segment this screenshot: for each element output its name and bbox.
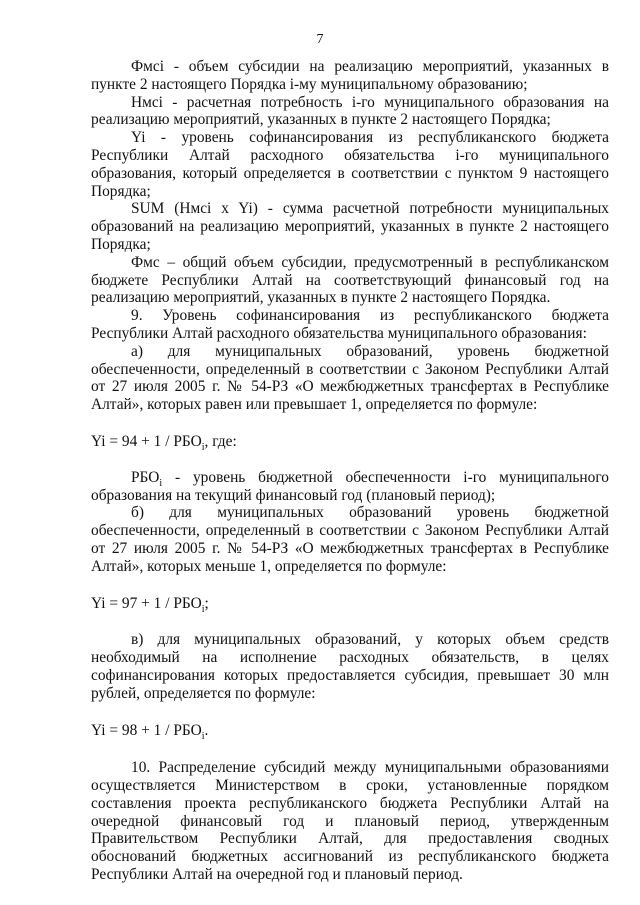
paragraph-9v-first-line	[91, 631, 609, 649]
rbo-term: РБО	[131, 468, 160, 486]
formula-3-subscript: i	[201, 730, 205, 742]
rbo-subscript: i	[159, 477, 163, 489]
formula-3-tail: .	[204, 721, 209, 739]
paragraph-nmsi: Нмсi - расчетная потребность i-го муниципального образования на реализацию мероприятий, указанных в пункте 2 настоящего Порядка;	[91, 93, 609, 129]
paragraph-9b: б) для муниципальных образований уровень бюджетной обеспеченности, определенный в соответствии с Законом Республики Алтай от 27 июля 2005 г. № 54-РЗ «О межбюджетных трансфертах в Республике Алтай», которых меньше 1, определяется по формуле:	[91, 504, 609, 575]
p9v-word: в)	[131, 631, 144, 649]
document-body	[91, 58, 609, 884]
formula-2-tail: ;	[204, 594, 209, 612]
p9v-word: средств	[559, 631, 609, 649]
paragraph-9v-rest: необходимый на исполнение расходных обязательств, в целях софинансирования которых предоставляется субсидия, превышает 30 млн рублей, определяется по формуле:	[91, 649, 609, 702]
p9v-word: у	[415, 631, 423, 649]
formula-1-main: Yi = 94 + 1 / РБО	[91, 432, 202, 450]
p9v-word: образований,	[314, 631, 402, 649]
p9v-word: которых	[437, 631, 492, 649]
paragraph-rbo-definition	[91, 469, 609, 505]
paragraph-9: 9. Уровень софинансирования из республиканского бюджета Республики Алтай расходного обязательства муниципального образования:	[91, 307, 609, 342]
rbo-definition-text: - уровень бюджетной обеспеченности i-го муниципального образования на текущий финансовый год (плановый период);	[91, 468, 609, 504]
p9v-word: объем	[505, 631, 546, 649]
paragraph-sum: SUM (Нмсi x Yi) - сумма расчетной потребности муниципальных образований на реализацию мероприятий, указанных в пункте 2 настоящего Порядка;	[91, 200, 609, 253]
formula-1-tail: , где:	[204, 432, 237, 450]
formula-2-subscript: i	[201, 603, 205, 615]
p9v-word: муниципальных	[194, 631, 301, 649]
formula-2	[91, 595, 609, 613]
formula-1	[91, 432, 609, 454]
paragraph-yi: Yi - уровень софинансирования из республиканского бюджета Республики Алтай расходного обязательства i-го муниципального образования, который определяется в соответствии с пунктом 9 настоящего Порядка;	[91, 129, 609, 200]
paragraph-fmsi: Фмсi - объем субсидии на реализацию мероприятий, указанных в пункте 2 настоящего Порядка i-му муниципальному образованию;	[91, 58, 609, 93]
formula-3-main: Yi = 98 + 1 / РБО	[91, 721, 202, 739]
formula-1-subscript: i	[201, 442, 205, 454]
formula-3	[91, 722, 609, 740]
paragraph-10: 10. Распределение субсидий между муниципальными образованиями осуществляется Министерством в сроки, установленные порядком составления проекта республиканского бюджета Республики Алтай на очередной финансовый год и плановый период, утвержденным Правительством Республики Алтай, для предоставления сводных обоснований бюджетных ассигнований из республиканского бюджета Республики Алтай на очередной год и плановый период.	[91, 759, 609, 884]
page-number: 7	[316, 32, 324, 47]
paragraph-9a: а) для муниципальных образований, уровень бюджетной обеспеченности, определенный в соответствии с Законом Республики Алтай от 27 июля 2005 г. № 54-РЗ «О межбюджетных трансфертах в Республике Алтай», которых равен или превышает 1, определяется по формуле:	[91, 342, 609, 414]
formula-2-main: Yi = 97 + 1 / РБО	[91, 594, 202, 612]
p9v-word: для	[157, 631, 181, 649]
paragraph-fms: Фмс – общий объем субсидии, предусмотренный в республиканском бюджете Республики Алтай на соответствующий финансовый год на реализацию мероприятий, указанных в пункте 2 настоящего Порядка.	[91, 253, 609, 307]
